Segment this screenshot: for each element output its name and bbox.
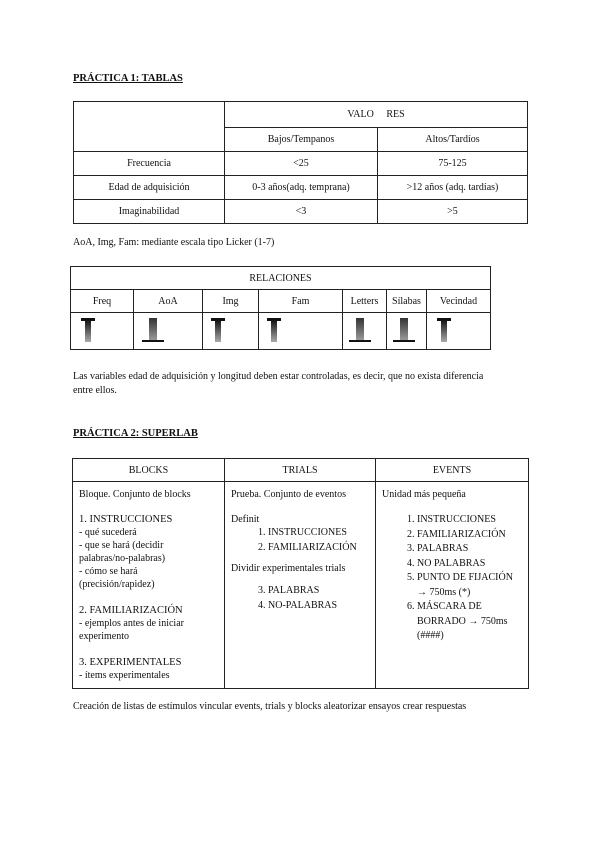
events-cell — [376, 482, 529, 689]
fixation-label: PUNTO DE FIJACIÓN — [417, 572, 513, 583]
familiarization-title: 2. FAMILIARIZACIÓN — [79, 605, 183, 616]
t-shaped-glyph-icon — [433, 316, 453, 344]
list-item: 2. FAMILIARIZACIÓN — [268, 541, 369, 556]
list-item — [417, 571, 522, 600]
relations-col-img: Img — [203, 290, 259, 313]
col-header-low: Bajos/Tempanos — [225, 128, 378, 152]
blocks-intro: Bloque. Conjunto de blocks — [79, 489, 191, 500]
row-high-value: >12 años (adq. tardías) — [378, 176, 528, 200]
instructions-line: (precisión/rapidez) — [79, 579, 155, 590]
relations-col-aoa: AoA — [134, 290, 203, 313]
t-shaped-glyph-icon — [263, 316, 283, 344]
fixation-duration: → 750ms (*) — [417, 586, 471, 598]
section1-heading: PRÁCTICA 1: TABLAS — [73, 73, 183, 84]
events-intro: Unidad más pequeña — [382, 489, 466, 500]
row-high-value: 75-125 — [378, 152, 528, 176]
table-row — [74, 152, 528, 176]
instructions-title: 1. INSTRUCCIONES — [79, 514, 173, 525]
scale-note: AoA, Img, Fam: mediante escala tipo Licker (1-7) — [73, 237, 275, 248]
relations-col-letters: Letters — [343, 290, 387, 313]
events-header: EVENTS — [376, 459, 529, 482]
trials-intro: Prueba. Conjunto de eventos — [231, 489, 346, 500]
familiarization-line: experimento — [79, 631, 129, 642]
experimental-title: 3. EXPERIMENTALES — [79, 657, 182, 668]
superlab-table — [72, 458, 529, 689]
list-item: 4. NO-PALABRAS — [268, 599, 369, 614]
list-item: 4. NO PALABRAS — [417, 557, 522, 572]
group-header: VALO RES — [225, 102, 528, 128]
t-shaped-glyph-icon — [207, 316, 227, 344]
row-low-value: <3 — [225, 200, 378, 224]
divide-label: Dividir experimentales trials — [231, 563, 346, 574]
row-label: Imaginabilidad — [74, 200, 225, 224]
list-item: 3. PALABRAS — [268, 584, 369, 599]
mask-label: MÁSCARA DE — [417, 601, 482, 612]
relations-col-fam: Fam — [259, 290, 343, 313]
instructions-line: - que se hará (decidir — [79, 540, 164, 551]
control-paragraph-line2: entre ellos. — [73, 385, 117, 396]
row-low-value: 0-3 años(adq. temprana) — [225, 176, 378, 200]
row-label: Frecuencia — [74, 152, 225, 176]
list-item: 2. FAMILIARIZACIÓN — [417, 528, 522, 543]
list-item: 1. INSTRUCCIONES — [417, 513, 522, 528]
list-item: 3. PALABRAS — [417, 542, 522, 557]
row-low-value: <25 — [225, 152, 378, 176]
list-item: 1. INSTRUCCIONES — [268, 526, 369, 541]
relations-col-freq: Freq — [71, 290, 134, 313]
instructions-line: - cómo se hará — [79, 566, 138, 577]
instructions-line: palabras/no-palabras) — [79, 553, 166, 564]
col-header-high: Altos/Tardíos — [378, 128, 528, 152]
instructions-line: - qué sucederá — [79, 527, 137, 538]
t-shaped-glyph-icon — [77, 316, 97, 344]
relations-col-silabas: Sílabas — [387, 290, 427, 313]
inverted-t-glyph-icon — [142, 316, 162, 344]
trials-header: TRIALS — [225, 459, 376, 482]
row-label: Edad de adquisición — [74, 176, 225, 200]
inverted-t-glyph-icon — [349, 316, 369, 344]
relations-table — [70, 266, 491, 350]
relations-title: RELACIONES — [71, 267, 491, 290]
experimental-line: - ítems experimentales — [79, 670, 170, 681]
values-table — [73, 101, 528, 224]
mask-duration: BORRADO → 750ms — [417, 615, 508, 627]
relations-col-vecindad: Vecindad — [427, 290, 491, 313]
section2-heading: PRÁCTICA 2: SUPERLAB — [73, 428, 198, 439]
trials-cell — [225, 482, 376, 689]
table-row — [74, 176, 528, 200]
empty-corner-cell — [74, 102, 225, 152]
footer-paragraph: Creación de listas de estímulos vincular events, trials y blocks aleatorizar ensayos crear respuestas — [73, 701, 467, 712]
control-paragraph-line1: Las variables edad de adquisición y longitud deben estar controladas, es decir, que no exista diferencia — [73, 371, 484, 382]
blocks-header: BLOCKS — [73, 459, 225, 482]
row-high-value: >5 — [378, 200, 528, 224]
inverted-t-glyph-icon — [393, 316, 413, 344]
define-label: Definit — [231, 514, 260, 525]
mask-pattern: (####) — [417, 630, 444, 641]
table-row — [74, 200, 528, 224]
blocks-cell — [73, 482, 225, 689]
list-item — [417, 600, 522, 644]
familiarization-line: - ejemplos antes de iniciar — [79, 618, 184, 629]
